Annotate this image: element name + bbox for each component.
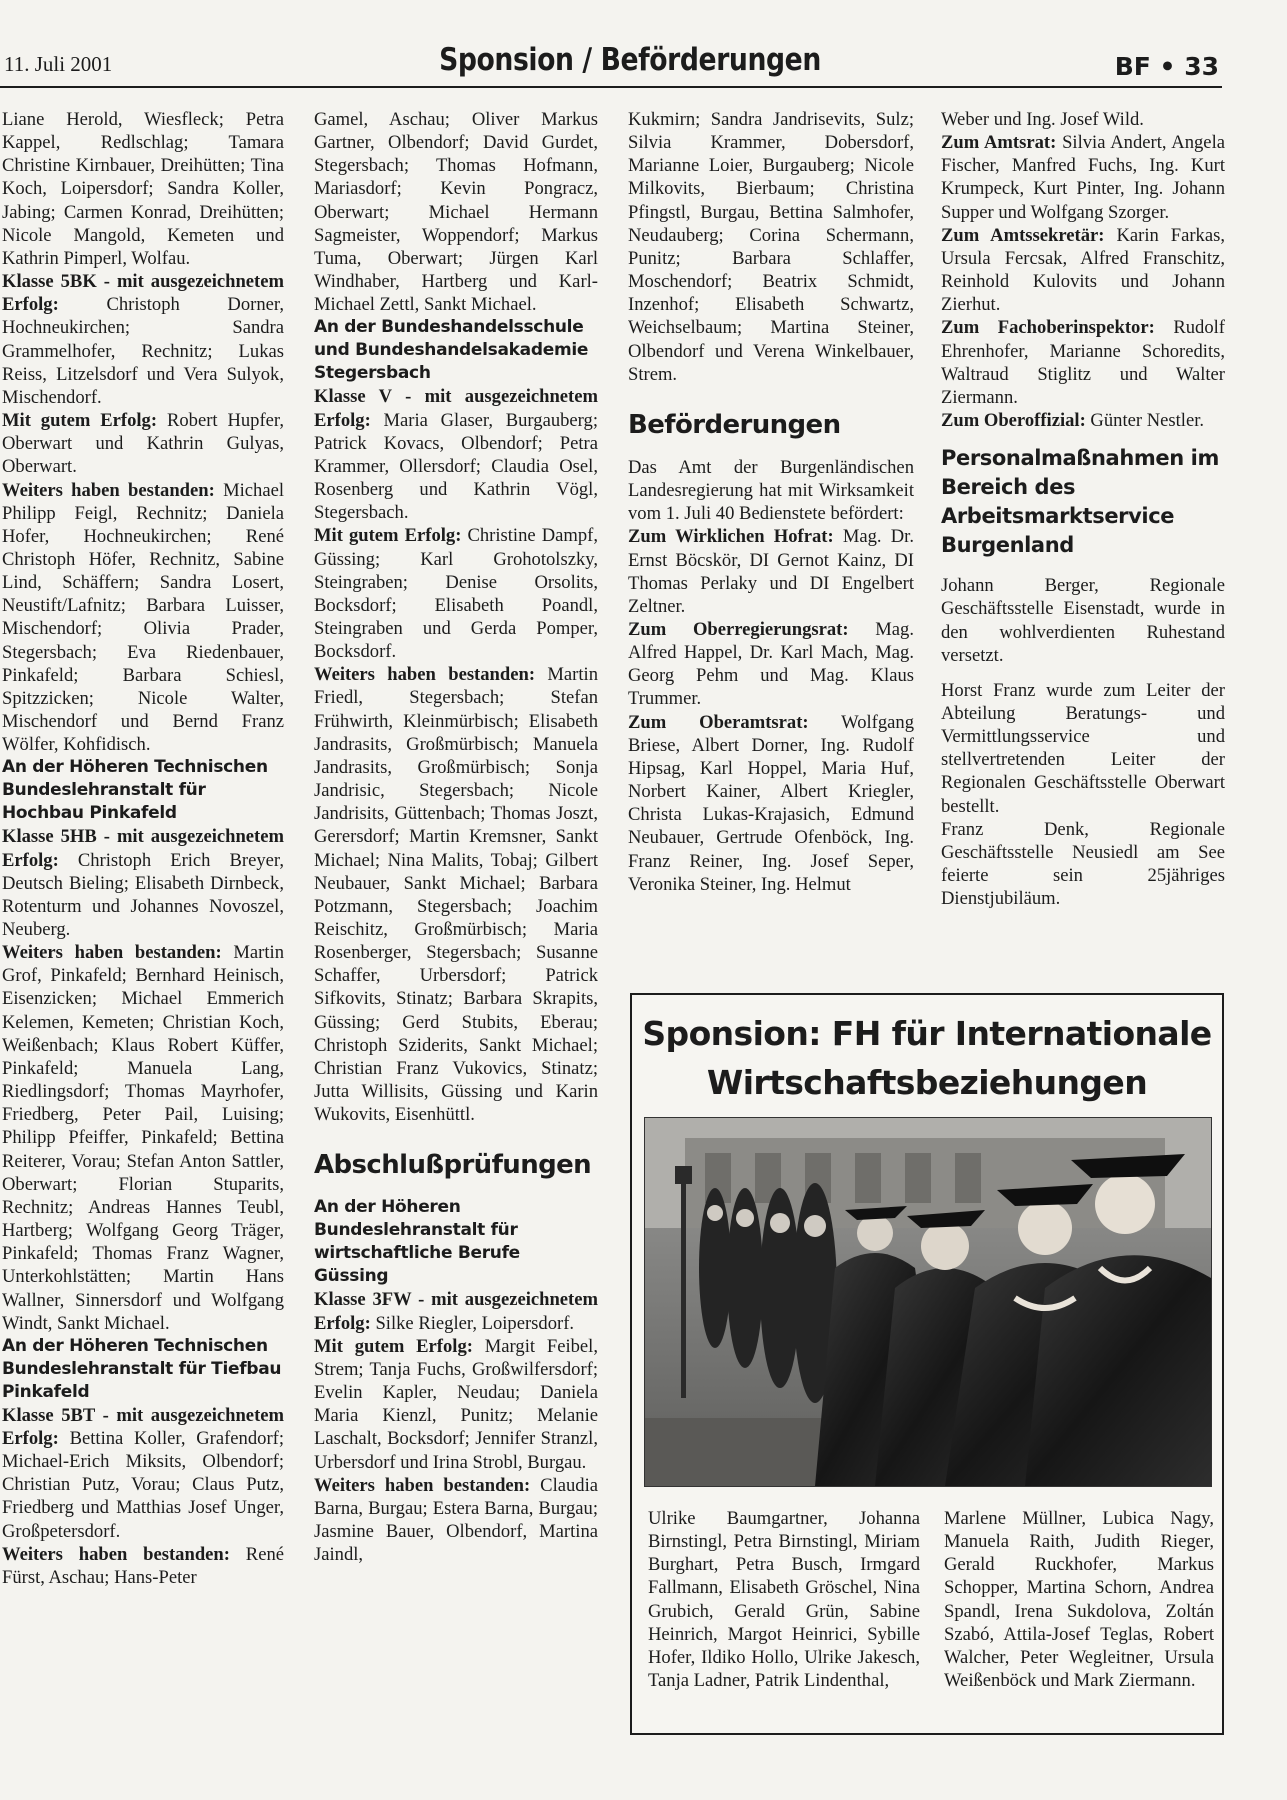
rank-label: Zum Fachoberinspektor: [941,317,1155,339]
paragraph [314,1288,598,1334]
paragraph [2,409,284,478]
paragraph [2,270,284,409]
class-label: Mit gutem Erfolg: [314,1335,473,1357]
names: Günter Nestler. [1085,410,1205,432]
page-header [0,0,1287,92]
class-label: Weiters haben bestanden: [2,479,215,501]
names: Claudia Barna, Burgau; Estera Barna, Burgau; Jasmine Bauer, Olbendorf, Martina Jaindl, [314,1474,598,1566]
sponsion-box [630,993,1224,1735]
rank-label: Zum Amtssekretär: [941,224,1105,246]
names: Bettina Koller, Grafendorf; Michael-Erich Miksits, Olbendorf; Christian Putz, Vorau; Claus Putz, Friedberg und Matthias Josef Unger, Großpetersdorf. [2,1427,284,1542]
sponsion-title-line-1: Sponsion: FH für Internationale [642,1014,1212,1053]
sponsion-title-line-2: Wirtschaftsbeziehungen [706,1063,1148,1102]
graduation-photo [644,1117,1212,1487]
names: Christoph Dorner, Hochneukirchen; Sandra Grammelhofer, Rechnitz; Lukas Reiss, Litzelsdorf und Vera Sulyok, Mischendorf. [2,294,284,408]
paragraph: Kukmirn; Sandra Jandrisevits, Sulz; Silvia Krammer, Dobersdorf, Marianne Loier, Burgauberg; Nicole Milkovits, Bierbaum; Christina Pfingstl, Burgau, Bettina Salmhofer, Neudauberg; Corina Schermann, Punitz; Barbara Schlaffer, Moschendorf; Beatrix Schmidt, Inzenhof; Elisabeth Schwartz, Weichselbaum; Martina Steiner, Olbendorf und Verena Winkelbauer, Strem. [628,109,914,385]
heading-abschlusspruefungen: Abschlußprüfungen [314,1150,592,1181]
names: Wolfgang Briese, Albert Dorner, Ing. Rudolf Hipsag, Karl Hoppel, Maria Huf, Norbert Kainer, Albert Kriegler, Christa Lukas-Krajasich, Edmund Neubauer, Gertrude Ofenböck, Ing. Franz Reiner, Ing. Josef Seper, Veronika Steiner, Ing. Helmut [628,711,914,895]
rank-label: Zum Oberoffizial: [941,410,1086,432]
paragraph: Gamel, Aschau; Oliver Markus Gartner, Olbendorf; David Gurdet, Stegersbach; Thomas Hofmann, Mariasdorf; Kevin Pongracz, Oberwart; Michael Hermann Sagmeister, Woppendorf; Markus Tuma, Oberwart; Jürgen Karl Windhaber, Hartberg und Karl-Michael Zettl, Sankt Michael. [314,109,598,316]
sponsion-title [632,1009,1222,1107]
paragraph [314,524,598,663]
rank-label: Zum Oberregierungsrat: [628,618,849,640]
graduation-photo-image [645,1118,1211,1486]
names: Christoph Erich Breyer, Deutsch Bieling; Elisabeth Dirnbeck, Rotenturm und Johannes Novoszel, Neuberg. [2,849,284,940]
rank-label: Zum Wirklichen Hofrat: [628,526,834,548]
rank-label: Zum Oberamtsrat: [628,711,809,733]
names: Mag. Dr. Ernst Böcskör, DI Gernot Kainz, DI Thomas Perlaky und DI Engelbert Zeltner. [628,526,914,617]
school-subheading: An der Höheren Technischen Bundeslehranstalt für Tiefbau Pinkafeld [2,1335,282,1402]
paragraph [941,224,1225,317]
caption-right: Marlene Müllner, Lubica Nagy, Manuela Raith, Judith Rieger, Gerald Ruckhofer, Markus Schopper, Martina Schorn, Andrea Spandl, Irena Sukdolova, Zoltán Szabó, Attila-Josef Teglas, Robert Walcher, Peter Wegleitner, Ursula Weißenböck und Mark Ziermann. [944,1508,1214,1692]
column-2 [314,108,598,1758]
column-3 [628,108,914,988]
class-label: Klasse 3FW - mit ausgezeichnetem Erfolg: [314,1289,598,1334]
paragraph [2,1404,284,1543]
heading-personalmassnahmen: Personalmaßnahmen im Bereich des Arbeitsmarktservice Burgenland [941,446,1219,558]
names: Karin Farkas, Ursula Fercsak, Alfred Franschitz, Reinhold Kulovits und Johann Zierhut. [941,224,1225,316]
paragraph: Horst Franz wurde zum Leiter der Abteilung Beratungs- und Vermittlungsservice und stellvertretenden Leiter der Regionalen Geschäftsstelle Oberwart bestellt. [941,679,1225,817]
paragraph [628,525,914,618]
names: Martin Friedl, Stegersbach; Stefan Frühwirth, Kleinmürbisch; Elisabeth Jandrasits, Großmürbisch; Manuela Jandrasits, Großmürbisch; Sonja Jandrisic, Stegersbach; Nicole Jandrisits, Güttenbach; Thomas Joszt, Gerersdorf; Martin Kremsner, Sankt Michael; Nina Malits, Tobaj; Gilbert Neubauer, Sankt Michael; Barbara Potzmann, Stegersbach; Joachim Reischitz, Großmürbisch; Maria Rosenberger, Stegersbach; Susanne Schaffer, Urbersdorf; Patrick Sifkovits, Stinatz; Barbara Skrapits, Güssing; Gerd Stubits, Eberau; Christoph Sziderits, Sankt Michael; Christian Franz Vukovics, Stinatz; Jutta Willisits, Güssing und Karin Wukovits, Eisenhüttl. [314,664,598,1126]
paragraph [314,385,598,524]
paragraph [2,825,284,941]
class-label: Weiters haben bestanden: [2,942,222,964]
paragraph [2,479,284,757]
paragraph [314,1474,598,1567]
school-subheading: An der Bundeshandelsschule und Bundeshandelsakademie Stegersbach [314,317,589,384]
section-title: Sponsion / Beförderungen [439,42,821,78]
class-label: Weiters haben bestanden: [2,1543,230,1565]
paragraph [628,711,914,896]
class-label: Weiters haben bestanden: [314,664,536,686]
class-label: Klasse 5BK - mit ausgezeichnetem Erfolg: [2,271,284,316]
names: Margit Feibel, Strem; Tanja Fuchs, Großwilfersdorf; Evelin Kapler, Neudau; Daniela Maria Kienzl, Punitz; Melanie Laschalt, Bocksdorf; Jennifer Stranzl, Urbersdorf und Irina Strobl, Burgau. [314,1335,598,1473]
paragraph: Franz Denk, Regionale Geschäftsstelle Neusiedl am See feierte sein 25jähriges Dienstjubiläum. [941,818,1225,910]
names: Silke Riegler, Loipersdorf. [370,1312,575,1334]
paragraph: Johann Berger, Regionale Geschäftsstelle Eisenstadt, wurde in den wohlverdienten Ruhestand versetzt. [941,575,1225,666]
column-1 [2,108,284,1758]
heading-befoerderungen: Beförderungen [628,409,841,440]
paragraph [941,316,1225,409]
column-4 [941,108,1225,988]
class-label: Klasse 5BT - mit ausgezeichnetem Erfolg: [2,1404,284,1449]
class-label: Mit gutem Erfolg: [2,410,158,432]
paragraph [2,941,284,1335]
paragraph: Das Amt der Burgenländischen Landesregierung hat mit Wirksamkeit vom 1. Juli 40 Bedienstete befördert: [628,456,914,525]
paragraph [941,131,1225,224]
names: Martin Grof, Pinkafeld; Bernhard Heinisch, Eisenzicken; Michael Emmerich Kelemen, Kemeten; Christian Koch, Weißenbach; Klaus Robert Küffer, Pinkafeld; Manuela Lang, Riedlingsdorf; Thomas Mayrhofer, Friedberg, Peter Pail, Luising; Philipp Pfeiffer, Pinkafeld; Bettina Reiterer, Vorau; Stefan Anton Sattler, Oberwart; Florian Stuparits, Rechnitz; Andreas Hannes Teubl, Hartberg; Wolfgang Georg Träger, Pinkafeld; Thomas Franz Wagner, Unterkohlstätten; Martin Hans Wallner, Sinnersdorf und Wolfgang Windt, Sankt Michael. [2,942,284,1334]
names: Mag. Alfred Happel, Dr. Karl Mach, Mag. Georg Pehm und Mag. Klaus Trummer. [628,618,914,710]
names: Robert Hupfer, Oberwart und Kathrin Gulyas, Oberwart. [2,410,284,478]
class-label: Klasse V - mit ausgezeichnetem Erfolg: [314,386,598,431]
school-subheading: An der Höheren Technischen Bundeslehranstalt für Hochbau Pinkafeld [2,757,268,824]
paragraph [2,1543,284,1589]
page-number: BF • 33 [1114,52,1219,81]
class-label: Weiters haben bestanden: [314,1474,531,1496]
paragraph [314,1335,598,1474]
names: René Fürst, Aschau; Hans-Peter [2,1543,284,1588]
paragraph [941,409,1225,432]
paragraph: Weber und Ing. Josef Wild. [941,109,1144,130]
issue-date: 11. Juli 2001 [4,52,113,76]
school-subheading: An der Höheren Bundeslehranstalt für wirtschaftliche Berufe Güssing [314,1197,520,1287]
paragraph: Liane Herold, Wiesfleck; Petra Kappel, Redlschlag; Tamara Christine Kirnbauer, Dreihütten; Tina Koch, Loipersdorf; Sandra Koller, Jabing; Carmen Konrad, Dreihütten; Nicole Mangold, Kemeten und Kathrin Pimperl, Wolfau. [2,109,284,269]
class-label: Klasse 5HB - mit ausgezeichnetem Erfolg: [2,826,284,871]
paragraph [628,618,914,711]
paragraph [314,663,598,1126]
caption-left: Ulrike Baumgartner, Johanna Birnstingl, Petra Birnstingl, Miriam Burghart, Petra Busch, Irmgard Fallmann, Elisabeth Gröschel, Nina Grubich, Gerald Grün, Sabine Heinrich, Margot Heinrici, Sybille Hofer, Ildiko Hollo, Ulrike Jakesch, Tanja Ladner, Patrik Lindenthal, [648,1508,920,1692]
names: Rudolf Ehrenhofer, Marianne Schoredits, Waltraud Stiglitz und Walter Ziermann. [941,317,1225,408]
names: Christine Dampf, Güssing; Karl Grohotolszky, Steingraben; Denise Orsolits, Bocksdorf; Elisabeth Poandl, Steingraben und Gerda Pomper, Bocksdorf. [314,525,598,663]
rank-label: Zum Amtsrat: [941,132,1057,154]
header-rule [0,86,1222,88]
class-label: Mit gutem Erfolg: [314,525,462,547]
names: Michael Philipp Feigl, Rechnitz; Daniela Hofer, Hochneukirchen; René Christoph Höfer, Rechnitz, Sabine Lind, Schäffern; Sandra Losert, Neustift/Lafnitz; Barbara Luisser, Mischendorf; Olivia Prader, Stegersbach; Eva Riedenbauer, Pinkafeld; Barbara Schiesl, Spitzzicken; Nicole Walter, Mischendorf und Bernd Franz Wölfer, Kohfidisch. [2,479,284,756]
names: Maria Glaser, Burgauberg; Patrick Kovacs, Olbendorf; Petra Krammer, Ollersdorf; Claudia Osel, Rosenberg und Kathrin Vögl, Stegersbach. [314,409,598,524]
names: Silvia Andert, Angela Fischer, Manfred Fuchs, Ing. Kurt Krumpeck, Kurt Pinter, Ing. Johann Supper und Wolfgang Szorger. [941,132,1225,223]
